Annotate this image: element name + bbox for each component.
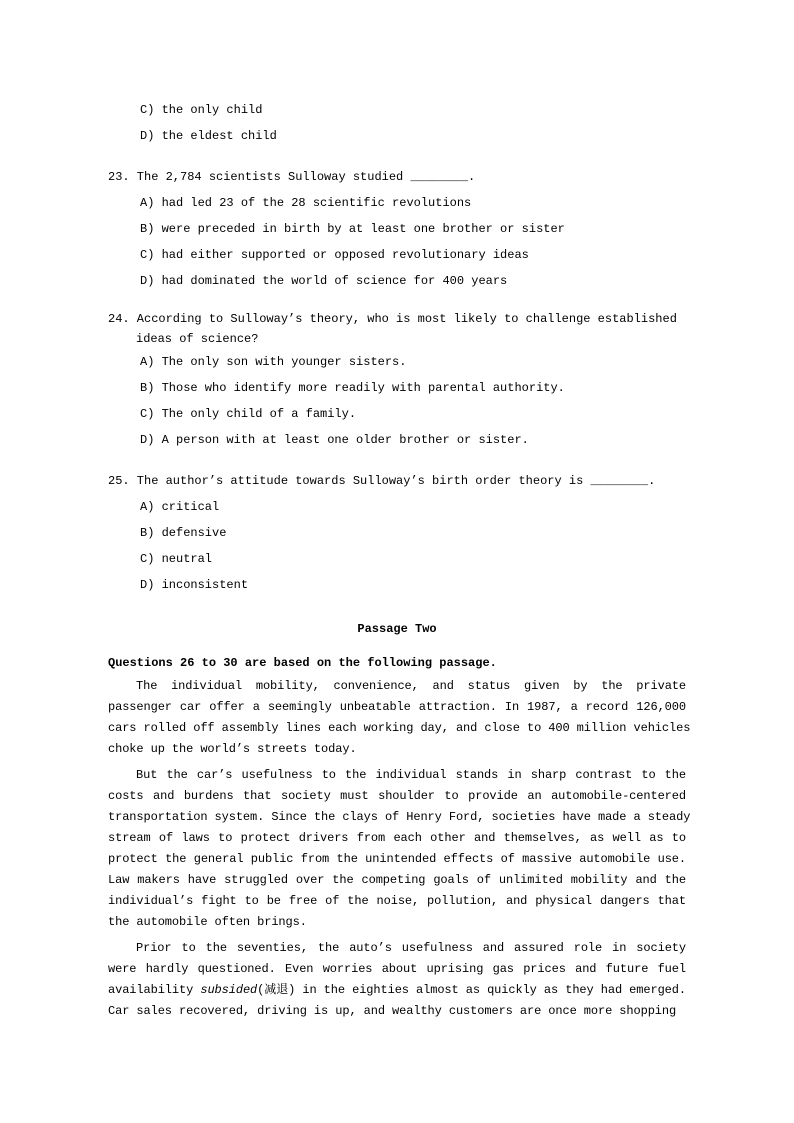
paragraph-line: choke up the world’s streets today.	[108, 742, 357, 756]
paragraph-line: the automobile often brings.	[108, 915, 307, 929]
paragraph-line: passenger car offer a seemingly unbeatable attraction. In 1987, a record 126,000	[108, 700, 686, 714]
option-d[interactable]: D) the eldest child	[140, 129, 277, 143]
option-b[interactable]: B) Those who identify more readily with parental authority.	[140, 381, 565, 395]
paragraph-line: individual’s fight to be free of the noise, pollution, and physical dangers that	[108, 894, 686, 908]
paragraph-line: costs and burdens that society must shoulder to provide an automobile-centered	[108, 789, 686, 803]
paragraph-1	[108, 676, 691, 760]
paragraph-line: stream of laws to protect drivers from each other and themselves, as well as to	[108, 831, 686, 845]
paragraph-line: cars rolled off assembly lines each working day, and close to 400 million vehicles	[108, 721, 691, 735]
passage-intro: Questions 26 to 30 are based on the following passage.	[108, 656, 497, 670]
option-d[interactable]: D) A person with at least one older brother or sister.	[140, 433, 529, 447]
previous-question-options	[108, 97, 686, 149]
paragraph-line: transportation system. Since the clays of Henry Ford, societies have made a steady	[108, 810, 691, 824]
option-a[interactable]: A) The only son with younger sisters.	[140, 355, 407, 369]
option-b[interactable]: B) defensive	[140, 526, 227, 540]
text: in the eighties almost as quickly as they had emerged.	[302, 983, 686, 997]
option-c[interactable]: C) the only child	[140, 103, 263, 117]
question-23	[108, 164, 686, 294]
paragraph-line: Car sales recovered, driving is up, and wealthy customers are once more shopping	[108, 1004, 677, 1018]
document-content	[108, 97, 691, 1027]
paragraph-line: Prior to the seventies, the auto’s usefulness and assured role in society	[136, 941, 686, 955]
paragraph-line	[108, 980, 686, 1001]
paragraph-line: protect the general public from the unintended effects of massive automobile use.	[108, 852, 686, 866]
question-text: 23. The 2,784 scientists Sulloway studied ________.	[108, 170, 476, 184]
question-25	[108, 468, 686, 598]
question-24	[108, 309, 686, 453]
question-text: 25. The author’s attitude towards Sulloway’s birth order theory is ________.	[108, 474, 656, 488]
italic-word: subsided	[200, 983, 258, 997]
option-c[interactable]: C) had either supported or opposed revolutionary ideas	[140, 248, 529, 262]
paragraph-line: were hardly questioned. Even worries about uprising gas prices and future fuel	[108, 962, 686, 976]
passage-paragraphs	[108, 676, 691, 933]
paragraph-line: The individual mobility, convenience, and status given by the private	[136, 679, 686, 693]
question-text: 24. According to Sulloway’s theory, who is most likely to challenge established	[108, 312, 677, 326]
paragraph-2	[108, 765, 691, 933]
question-text-continued: ideas of science?	[136, 332, 259, 346]
option-d[interactable]: D) had dominated the world of science for 400 years	[140, 274, 508, 288]
option-a[interactable]: A) critical	[140, 500, 220, 514]
option-d[interactable]: D) inconsistent	[140, 578, 249, 592]
text: availability	[108, 983, 194, 997]
paragraph-3	[108, 938, 686, 1022]
passage-title: Passage Two	[357, 622, 437, 636]
option-a[interactable]: A) had led 23 of the 28 scientific revolutions	[140, 196, 472, 210]
option-c[interactable]: C) The only child of a family.	[140, 407, 357, 421]
paragraph-line: But the car’s usefulness to the individual stands in sharp contrast to the	[136, 768, 686, 782]
paragraph-line: Law makers have struggled over the competing goals of unlimited mobility and the	[108, 873, 686, 887]
option-b[interactable]: B) were preceded in birth by at least one brother or sister	[140, 222, 565, 236]
chinese-gloss: (减退)	[257, 983, 296, 997]
option-c[interactable]: C) neutral	[140, 552, 213, 566]
